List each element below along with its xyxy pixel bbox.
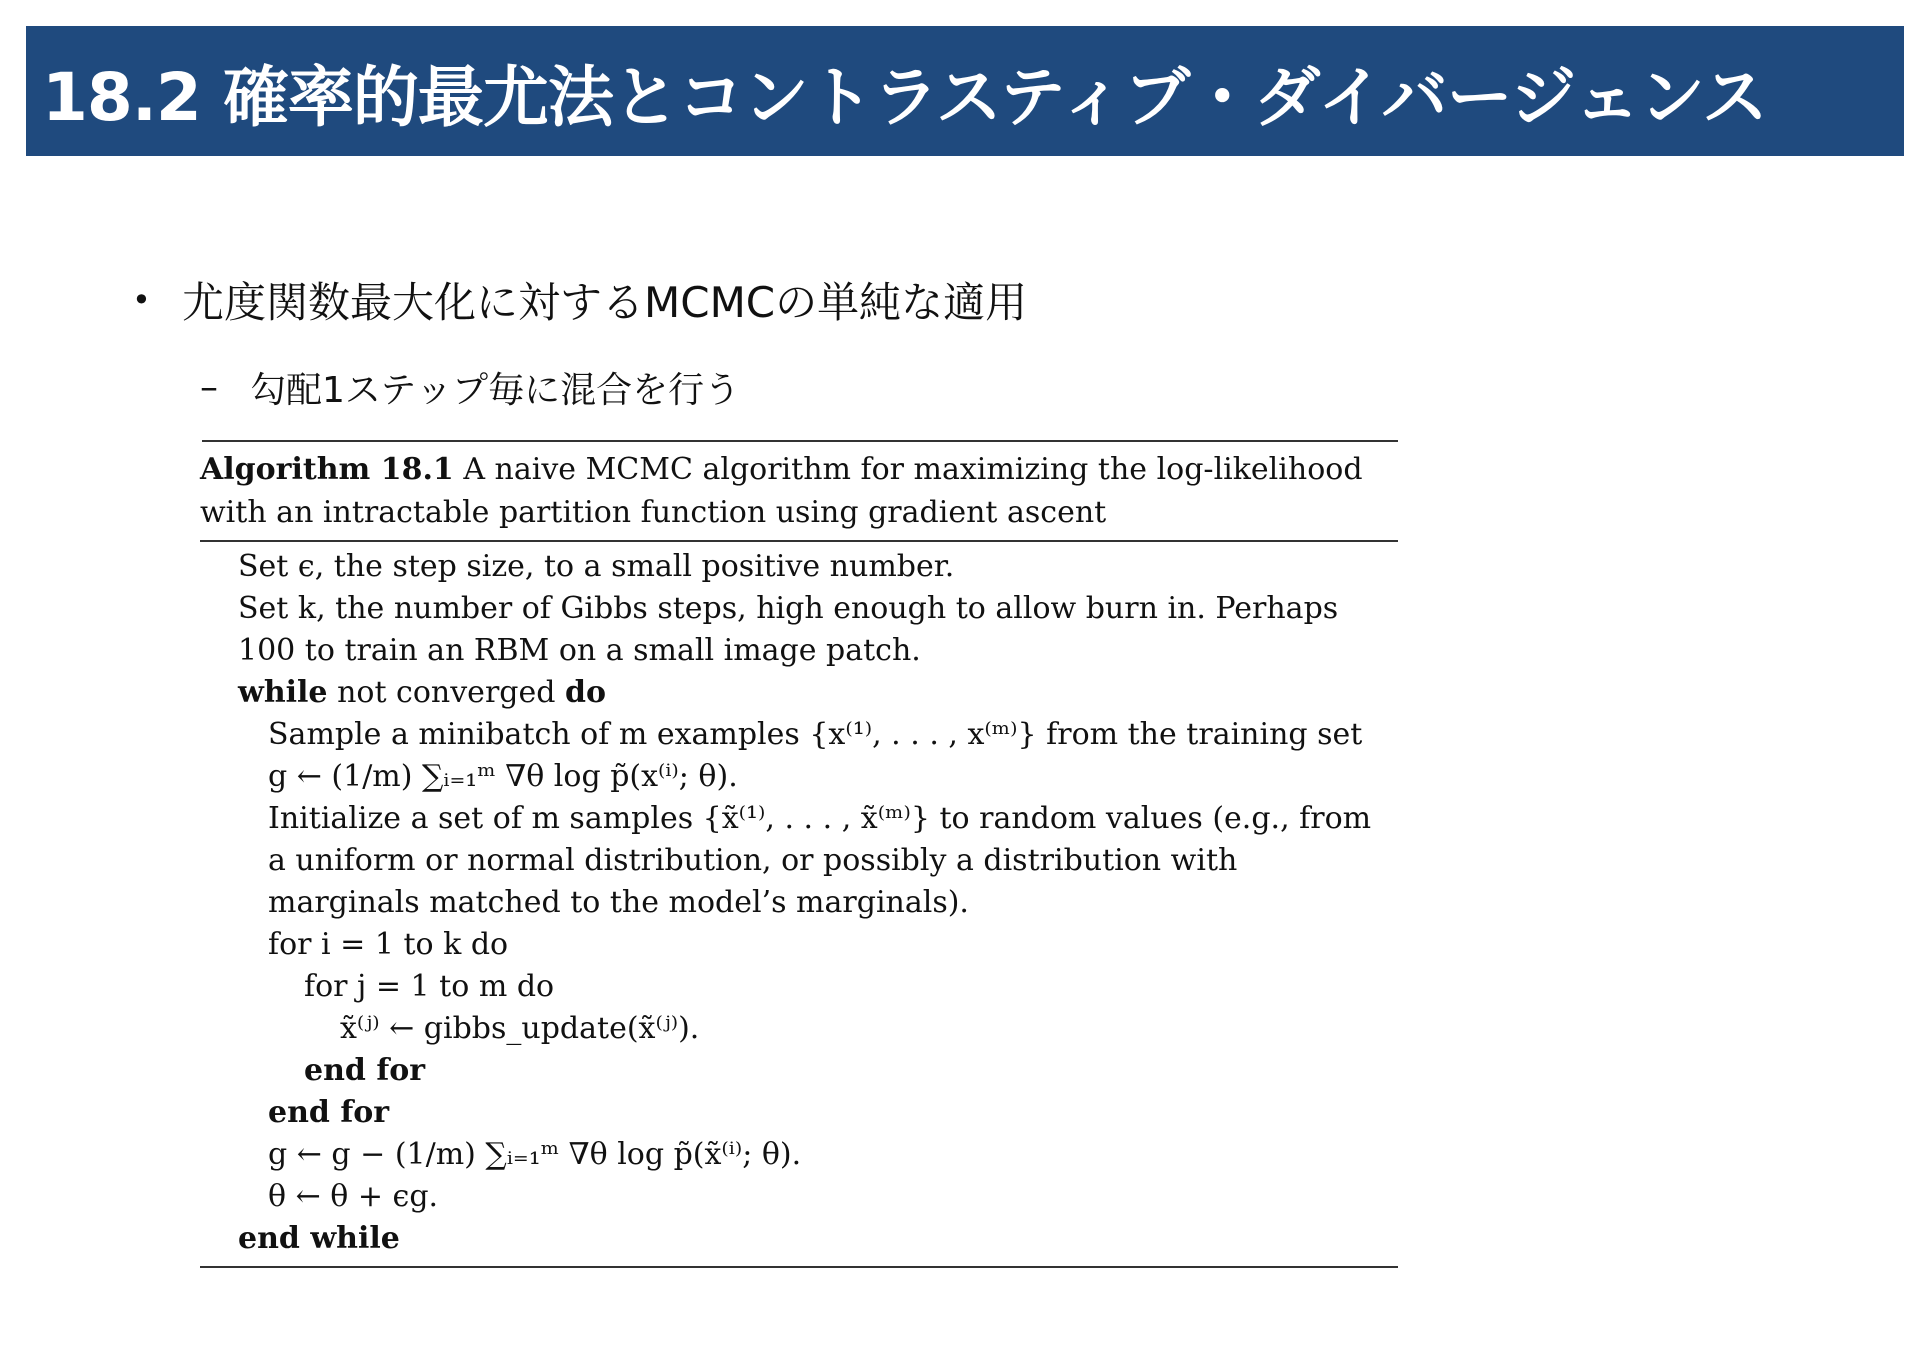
sub-bullet-text: 勾配1ステップ毎に混合を行う: [250, 370, 741, 411]
algorithm-caption-text: A naive MCMC algorithm for maximizing the log-likelihood with an intractable partition function using gradient ascent: [200, 452, 1363, 530]
while-keyword: while: [238, 675, 328, 710]
line-grad1: g ← (1/m) ∑ᵢ₌₁ᵐ ∇θ log p̃(x⁽ⁱ⁾; θ).: [268, 759, 738, 794]
algorithm-caption: [200, 442, 1398, 540]
line-sample: Sample a minibatch of m examples {x⁽¹⁾, . . . , x⁽ᵐ⁾} from the training set: [268, 717, 1363, 752]
algorithm-box: [200, 440, 1398, 1268]
end-for-outer: end for: [268, 1095, 390, 1130]
do-keyword: do: [565, 675, 606, 710]
line-init: Initialize a set of m samples {x̃⁽¹⁾, . . . , x̃⁽ᵐ⁾} to random values (e.g., from a uniform or normal distribution, or possibly a distribution with marginals matched to the model’s marginals).: [268, 801, 1372, 920]
bullet-marker: •: [132, 281, 151, 319]
slide-title-bar: [26, 26, 1904, 156]
line-for-i: for i = 1 to k do: [268, 927, 509, 962]
line-grad2: g ← g − (1/m) ∑ᵢ₌₁ᵐ ∇θ log p̃(x̃⁽ⁱ⁾; θ).: [268, 1137, 802, 1172]
while-condition: not converged: [337, 675, 556, 710]
line-set-eps: Set ϵ, the step size, to a small positive number.: [238, 549, 955, 584]
line-end-while: [200, 1218, 1398, 1260]
algorithm-number: Algorithm 18.1: [200, 452, 454, 487]
sub-bullet-marker: –: [200, 367, 218, 408]
end-while: end while: [238, 1221, 400, 1256]
line-for-j: for j = 1 to m do: [304, 969, 555, 1004]
bullet-item: [132, 270, 1027, 330]
algorithm-bottom-rule: [200, 1266, 1398, 1268]
sub-bullet-item: [200, 362, 740, 413]
bullet-text: 尤度関数最大化に対するMCMCの単純な適用: [182, 278, 1028, 327]
line-end-for-inner: [200, 1050, 1398, 1092]
algorithm-body: [200, 542, 1398, 1266]
line-gibbs: x̃⁽ʲ⁾ ← gibbs_update(x̃⁽ʲ⁾).: [340, 1011, 700, 1046]
line-update: θ ← θ + ϵg.: [268, 1179, 439, 1214]
slide-title: 18.2 確率的最尤法とコントラスティブ・ダイバージェンス: [42, 58, 1767, 136]
end-for-inner: end for: [304, 1053, 426, 1088]
line-while: [200, 672, 1398, 714]
line-end-for-outer: [200, 1092, 1398, 1134]
line-set-k: Set k, the number of Gibbs steps, high enough to allow burn in. Perhaps 100 to train an RBM on a small image patch.: [238, 591, 1339, 668]
